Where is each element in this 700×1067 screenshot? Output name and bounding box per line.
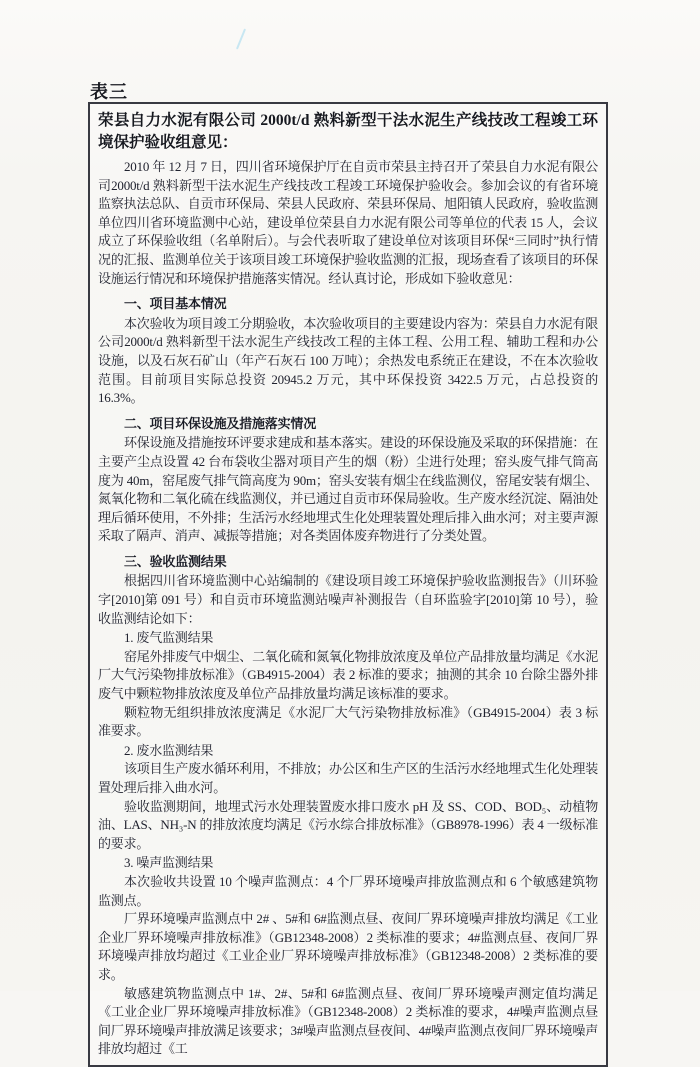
- section-3-heading: 三、验收监测结果: [124, 553, 227, 569]
- noise-result-paragraph-1: 本次验收共设置 10 个噪声监测点：4 个厂界环境噪声排放监测点和 6 个敏感建筑物监测点。: [98, 873, 598, 908]
- noise-result-paragraph-3: 敏感建筑物监测点中 1#、2#、5#和 6#监测点昼、夜间厂界环境噪声测定值均满足《工业企业厂界环境噪声排放标准》（GB12348-2008）2 类标准的要求，4#噪声监测点昼间厂界环境噪声排放满足该要求；3#噪声监测点昼夜间、4#噪声监测点夜间厂界环境噪声排放均超过《工: [98, 985, 598, 1057]
- acceptance-opinion-table: [88, 102, 608, 1067]
- table-label: 表三: [90, 82, 128, 102]
- section-1-paragraph: 本次验收为项目竣工分期验收，本次验收项目的主要建设内容为：荣县自力水泥有限公司2000t/d 熟料新型干法水泥生产线技改工程的主体工程、公用工程、辅助工程和办公设施，以及石灰石矿山（年产石灰石 100 万吨）；余热发电系统正在建设，不在本次验收范围。目前项目实际总投资 20945.2 万元，其中环保投资 3422.5 万元，占总投资的 16.3%。: [98, 315, 598, 406]
- section-3-intro-paragraph: 根据四川省环境监测中心站编制的《建设项目竣工环境保护验收监测报告》（川环验字[2010]第 091 号）和自贡市环境监测站噪声补测报告（自环监验字[2010]第 10 号），验收监测结论如下：: [98, 573, 598, 626]
- subsection-water-heading: 2. 废水监测结果: [124, 742, 214, 758]
- water-result-paragraph-2: 验收监测期间，地埋式污水处理装置废水排口废水 pH 及 SS、COD、BOD₅、动植物油、LAS、NH₃-N 的排放浓度均满足《污水综合排放标准》（GB8978-1996）表 4 一级标准的要求。: [98, 798, 598, 851]
- noise-result-paragraph-2: 厂界环境噪声监测点中 2# 、5#和 6#监测点昼、夜间厂界环境噪声排放均满足《工业企业厂界环境噪声排放标准》（GB12348-2008）2 类标准的要求；4#监测点昼、夜间厂界环境噪声排放均超过《工业企业厂界环境噪声排放标准》（GB12348-2008）2 类标准的要求。: [98, 911, 598, 982]
- section-1-heading: 一、项目基本情况: [124, 296, 227, 312]
- section-2-heading: 二、项目环保设施及措施落实情况: [124, 415, 317, 431]
- gas-result-paragraph-2: 颗粒物无组织排放浓度满足《水泥厂大气污染物排放标准》（GB4915-2004）表 3 标准要求。: [98, 704, 598, 739]
- document-title: 荣县自力水泥有限公司 2000t/d 熟料新型干法水泥生产线技改工程竣工环境保护验收组意见：: [98, 112, 598, 151]
- gas-result-paragraph-1: 窑尾外排废气中烟尘、二氧化硫和氮氧化物排放浓度及单位产品排放量均满足《水泥厂大气污染物排放标准》（GB4915-2004）表 2 标准的要求；抽测的其余 10 台除尘器外排废气中颗粒物排放浓度及单位产品排放量均满足该标准的要求。: [98, 648, 598, 702]
- subsection-gas-heading: 1. 废气监测结果: [124, 630, 214, 646]
- water-result-paragraph-1: 该项目生产废水循环利用，不排放；办公区和生产区的生活污水经地埋式生化处理装置处理后排入曲水河。: [98, 761, 598, 795]
- section-2-paragraph: 环保设施及措施按环评要求建成和基本落实。建设的环保设施及采取的环保措施：在主要产尘点设置 42 台布袋收尘器对项目产生的烟（粉）尘进行处理；窑头废气排气筒高度为 40m，窑尾废气排气筒高度为 90m；窑头安装有烟尘在线监测仪，窑尾安装有烟尘、氮氧化物和二氧化硫在线监测仪，并已通过自贡市环保局验收。生产废水经沉淀、隔油处理后循环使用，不外排；生活污水经地埋式生化处理装置处理后排入曲水河；对主要声源采取了隔声、消声、减振等措施；对各类固体废弃物进行了分类处置。: [98, 435, 598, 544]
- subsection-noise-heading: 3. 噪声监测结果: [124, 855, 214, 871]
- opening-paragraph: 2010 年 12 月 7 日，四川省环境保护厅在自贡市荣县主持召开了荣县自力水泥有限公司2000t/d 熟料新型干法水泥生产线技改工程竣工环境保护验收会。参加会议的有省环境监察执法总队、自贡市环保局、荣县人民政府、荣县环保局、旭阳镇人民政府，验收监测单位四川省环境监测中心站，建设单位荣县自力水泥有限公司等单位的代表 15 人，会议成立了环保验收组（名单附后）。与会代表听取了建设单位对该项目环保“三同时”执行情况的汇报、监测单位关于该项目竣工环境保护验收监测的汇报，现场查看了该项目的环保设施运行情况和环境保护措施落实情况。经认真讨论，形成如下验收意见：: [98, 159, 598, 286]
- scan-artifact-mark: [236, 28, 246, 49]
